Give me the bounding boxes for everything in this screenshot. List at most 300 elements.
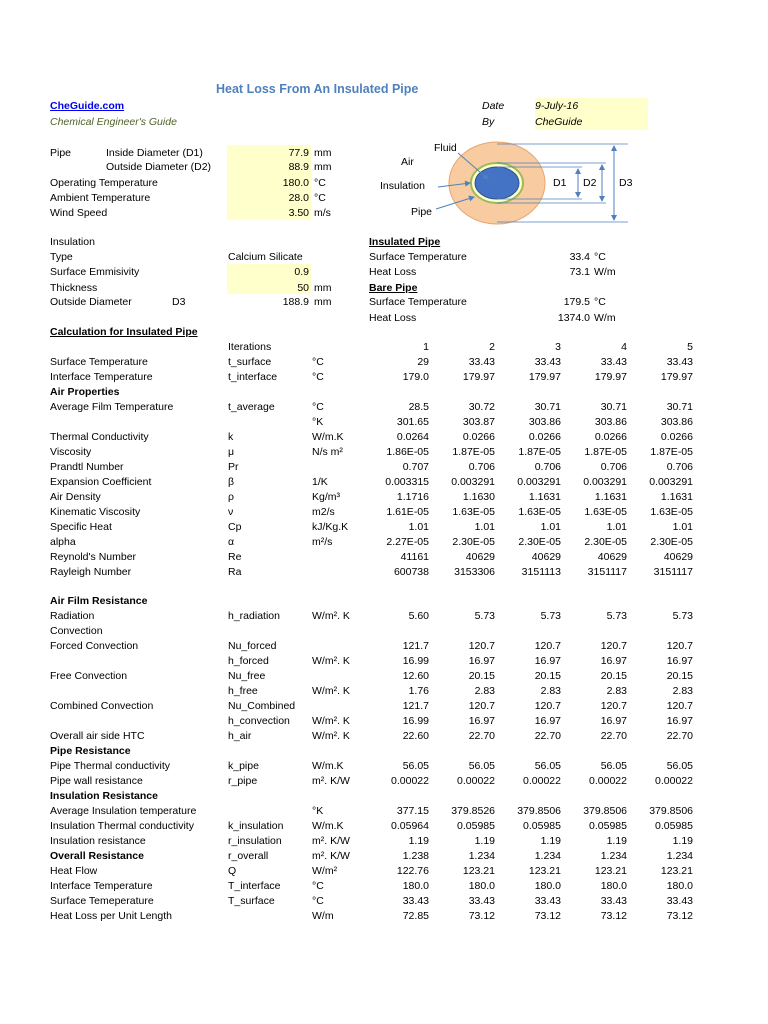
iteration-value: 179.0 bbox=[402, 371, 429, 383]
iteration-value: 2 bbox=[489, 341, 495, 353]
iteration-value: 379.8506 bbox=[649, 805, 693, 817]
row-unit bbox=[312, 699, 364, 714]
row-unit bbox=[312, 460, 364, 475]
iteration-value: 1.234 bbox=[534, 850, 561, 862]
row-label: Surface Temeperature bbox=[50, 895, 154, 907]
row-symbol: T_interface bbox=[228, 880, 281, 892]
row-label: Air Density bbox=[50, 491, 101, 503]
row-symbol: β bbox=[228, 476, 235, 488]
table-row bbox=[50, 714, 693, 729]
row-label bbox=[50, 415, 228, 430]
row-unit: °K bbox=[312, 805, 324, 817]
iteration-value: 0.05985 bbox=[523, 820, 561, 832]
iteration-value bbox=[495, 624, 561, 639]
iteration-value bbox=[429, 789, 495, 804]
table-row bbox=[50, 445, 693, 460]
row-symbol: μ bbox=[228, 446, 235, 458]
iteration-value: 123.21 bbox=[594, 865, 627, 877]
iteration-value: 3151117 bbox=[587, 566, 627, 578]
iteration-value: 73.12 bbox=[666, 910, 693, 922]
wind-speed-unit: m/s bbox=[314, 207, 331, 219]
row-label: Air Film Resistance bbox=[50, 595, 148, 607]
iteration-value bbox=[561, 744, 627, 759]
diagram-label-air: Air bbox=[401, 156, 414, 168]
iteration-value: 0.706 bbox=[600, 461, 627, 473]
row-symbol: ρ bbox=[228, 491, 234, 503]
row-unit: °K bbox=[312, 416, 324, 428]
row-unit: 1/K bbox=[312, 476, 328, 488]
operating-temp-value[interactable]: 180.0 bbox=[282, 177, 309, 189]
iteration-value: 1.19 bbox=[672, 835, 693, 847]
row-unit: W/m.K bbox=[312, 431, 344, 443]
row-symbol: T_surface bbox=[228, 895, 275, 907]
iteration-value: 1.19 bbox=[474, 835, 495, 847]
iteration-value: 28.5 bbox=[408, 401, 429, 413]
iteration-value: 123.21 bbox=[462, 865, 495, 877]
iteration-value: 73.12 bbox=[534, 910, 561, 922]
iteration-value bbox=[495, 594, 561, 609]
row-label: Surface Temperature bbox=[50, 356, 148, 368]
iteration-value: 303.86 bbox=[594, 416, 627, 428]
iteration-value: 20.15 bbox=[534, 670, 561, 682]
row-label: Insulation Thermal conductivity bbox=[50, 820, 194, 832]
iteration-value: 1.1631 bbox=[660, 491, 693, 503]
iteration-value: 1.87E-05 bbox=[518, 446, 561, 458]
row-symbol: h_air bbox=[228, 730, 252, 742]
row-unit bbox=[312, 565, 364, 580]
iteration-value: 0.706 bbox=[666, 461, 693, 473]
iteration-value: 1.234 bbox=[666, 850, 693, 862]
row-unit: W/m². K bbox=[312, 715, 350, 727]
iteration-value: 1.1716 bbox=[396, 491, 429, 503]
row-label: Average Insulation temperature bbox=[50, 805, 197, 817]
iteration-value: 73.12 bbox=[600, 910, 627, 922]
row-unit: W/m². K bbox=[312, 655, 350, 667]
insulated-surface-temp-label: Surface Temperature bbox=[369, 251, 467, 263]
iteration-value: 377.15 bbox=[396, 805, 429, 817]
row-label bbox=[50, 340, 228, 355]
iteration-value: 2.27E-05 bbox=[386, 536, 429, 548]
iteration-value: 180.0 bbox=[600, 880, 627, 892]
iteration-value: 20.15 bbox=[468, 670, 495, 682]
row-label: Insulation resistance bbox=[50, 835, 146, 847]
row-symbol: t_surface bbox=[228, 356, 272, 368]
iteration-value: 5.73 bbox=[672, 610, 693, 622]
row-symbol bbox=[228, 580, 312, 594]
row-symbol: Nu_free bbox=[228, 670, 266, 682]
iteration-value: 121.7 bbox=[402, 640, 429, 652]
table-row bbox=[50, 400, 693, 415]
iteration-value: 1.1631 bbox=[528, 491, 561, 503]
outside-diameter-value[interactable]: 88.9 bbox=[288, 161, 309, 173]
row-unit: m². K/W bbox=[312, 850, 350, 862]
iteration-value: 120.7 bbox=[534, 640, 561, 652]
iteration-value: 56.05 bbox=[402, 760, 429, 772]
fluid-core bbox=[475, 167, 519, 199]
table-row bbox=[50, 759, 693, 774]
inside-diameter-label: Inside Diameter (D1) bbox=[106, 147, 203, 159]
iteration-value: 180.0 bbox=[402, 880, 429, 892]
cheguide-link[interactable]: CheGuide.com bbox=[50, 100, 125, 112]
iteration-value: 303.87 bbox=[462, 416, 495, 428]
table-row bbox=[50, 654, 693, 669]
iteration-value: 33.43 bbox=[402, 895, 429, 907]
bare-heat-loss-unit: W/m bbox=[594, 312, 616, 324]
row-unit bbox=[312, 669, 364, 684]
row-label: Expansion Coefficient bbox=[50, 476, 152, 488]
iteration-value: 0.707 bbox=[402, 461, 429, 473]
iteration-value: 3153306 bbox=[454, 566, 495, 578]
iteration-value: 1.01 bbox=[474, 521, 495, 533]
row-unit: W/m². K bbox=[312, 610, 350, 622]
iteration-value: 56.05 bbox=[666, 760, 693, 772]
iteration-value: 22.70 bbox=[534, 730, 561, 742]
table-row bbox=[50, 744, 693, 759]
table-row bbox=[50, 460, 693, 475]
operating-temp-label: Operating Temperature bbox=[50, 177, 158, 189]
iteration-value bbox=[429, 580, 495, 594]
row-symbol: k bbox=[228, 431, 234, 443]
table-row bbox=[50, 774, 693, 789]
iteration-value: 5 bbox=[687, 341, 693, 353]
iteration-value bbox=[627, 385, 693, 400]
row-label: Insulation Resistance bbox=[50, 790, 158, 802]
table-row bbox=[50, 565, 693, 580]
iteration-value bbox=[561, 580, 627, 594]
iteration-value: 2.30E-05 bbox=[584, 536, 627, 548]
row-symbol: k_insulation bbox=[228, 820, 284, 832]
table-row bbox=[50, 624, 693, 639]
diagram-label-pipe: Pipe bbox=[411, 206, 433, 218]
insulated-surface-temp-unit: °C bbox=[594, 251, 606, 263]
row-label: Pipe wall resistance bbox=[50, 775, 143, 787]
iteration-value: 123.21 bbox=[660, 865, 693, 877]
outside-diameter-d3-unit: mm bbox=[314, 296, 332, 308]
inside-diameter-value[interactable]: 77.9 bbox=[288, 147, 309, 159]
iteration-value: 180.0 bbox=[534, 880, 561, 892]
iteration-value: 5.73 bbox=[474, 610, 495, 622]
row-symbol: h_radiation bbox=[228, 610, 280, 622]
iteration-value: 0.00022 bbox=[655, 775, 693, 787]
row-symbol: r_pipe bbox=[228, 775, 258, 787]
iteration-value bbox=[495, 789, 561, 804]
table-row bbox=[50, 669, 693, 684]
iteration-value: 1.76 bbox=[408, 685, 429, 697]
date-value[interactable]: 9-July-16 bbox=[535, 98, 648, 114]
iteration-value: 33.43 bbox=[468, 356, 495, 368]
table-row bbox=[50, 580, 693, 594]
iteration-value bbox=[429, 385, 495, 400]
row-symbol bbox=[228, 594, 312, 609]
iteration-value: 20.15 bbox=[666, 670, 693, 682]
row-symbol bbox=[228, 909, 312, 924]
iteration-value: 1.01 bbox=[408, 521, 429, 533]
iteration-value: 0.05964 bbox=[391, 820, 429, 832]
row-unit bbox=[312, 550, 364, 565]
iteration-value: 1.234 bbox=[600, 850, 627, 862]
iteration-value: 72.85 bbox=[402, 910, 429, 922]
row-symbol bbox=[228, 789, 312, 804]
row-label: Pipe Thermal conductivity bbox=[50, 760, 171, 772]
iteration-value: 600738 bbox=[393, 566, 429, 578]
iteration-value: 0.0266 bbox=[594, 431, 627, 443]
row-symbol bbox=[228, 385, 312, 400]
iteration-value bbox=[364, 744, 429, 759]
table-row bbox=[50, 535, 693, 550]
by-label: By bbox=[482, 116, 495, 128]
iteration-value: 41161 bbox=[400, 551, 429, 563]
iteration-value: 1.234 bbox=[468, 850, 495, 862]
iteration-value: 1 bbox=[423, 341, 429, 353]
row-unit: °C bbox=[312, 356, 324, 368]
iteration-value: 3 bbox=[555, 341, 561, 353]
row-label: Air Properties bbox=[50, 386, 120, 398]
row-unit: m². K/W bbox=[312, 775, 350, 787]
iteration-value: 33.43 bbox=[666, 356, 693, 368]
iteration-value: 0.00022 bbox=[457, 775, 495, 787]
row-symbol: Nu_forced bbox=[228, 640, 277, 652]
row-symbol bbox=[228, 624, 312, 639]
row-unit: °C bbox=[312, 895, 324, 907]
insulated-heat-loss-unit: W/m bbox=[594, 266, 616, 278]
row-label: Average Film Temperature bbox=[50, 401, 174, 413]
bare-surface-temp-value: 179.5 bbox=[563, 296, 590, 308]
row-symbol bbox=[228, 744, 312, 759]
bare-heat-loss-value: 1374.0 bbox=[557, 312, 590, 324]
d3-tag: D3 bbox=[172, 296, 186, 308]
iteration-value bbox=[364, 594, 429, 609]
surface-emissivity-label: Surface Emmisivity bbox=[50, 266, 140, 278]
outside-diameter-label: Outside Diameter (D2) bbox=[106, 161, 212, 173]
iteration-value: 0.003291 bbox=[451, 476, 495, 488]
iteration-value bbox=[429, 744, 495, 759]
iteration-value: 179.97 bbox=[462, 371, 495, 383]
iteration-value: 40629 bbox=[597, 551, 627, 563]
table-row bbox=[50, 849, 693, 864]
wind-speed-value[interactable]: 3.50 bbox=[288, 207, 309, 219]
row-symbol: r_insulation bbox=[228, 835, 282, 847]
table-row bbox=[50, 505, 693, 520]
row-label: Thermal Conductivity bbox=[50, 431, 149, 443]
iteration-value: 16.97 bbox=[468, 655, 495, 667]
iteration-value: 33.43 bbox=[534, 356, 561, 368]
row-label: Pipe Resistance bbox=[50, 745, 131, 757]
iteration-value: 1.01 bbox=[540, 521, 561, 533]
row-symbol: h_free bbox=[228, 685, 258, 697]
row-label: Viscosity bbox=[50, 446, 92, 458]
row-unit: W/m.K bbox=[312, 760, 344, 772]
row-unit bbox=[312, 789, 364, 804]
insulation-type-value[interactable]: Calcium Silicate bbox=[228, 251, 303, 263]
row-unit: °C bbox=[312, 401, 324, 413]
iteration-value: 120.7 bbox=[468, 700, 495, 712]
by-value[interactable]: CheGuide bbox=[535, 114, 648, 130]
ambient-temp-value[interactable]: 28.0 bbox=[288, 192, 309, 204]
table-row bbox=[50, 520, 693, 535]
row-unit bbox=[312, 385, 364, 400]
iteration-value: 0.00022 bbox=[391, 775, 429, 787]
iteration-value: 1.238 bbox=[402, 850, 429, 862]
iteration-value: 3151117 bbox=[653, 566, 693, 578]
iteration-value: 122.76 bbox=[396, 865, 429, 877]
iteration-value: 16.97 bbox=[468, 715, 495, 727]
diagram-label-d2: D2 bbox=[583, 177, 597, 189]
tagline: Chemical Engineer's Guide bbox=[50, 116, 177, 128]
iteration-value: 379.8526 bbox=[451, 805, 495, 817]
iteration-value: 180.0 bbox=[468, 880, 495, 892]
iteration-value bbox=[364, 624, 429, 639]
date-label: Date bbox=[482, 100, 505, 112]
insulation-label: Insulation bbox=[50, 236, 95, 248]
row-unit bbox=[312, 594, 364, 609]
iteration-value: 120.7 bbox=[666, 700, 693, 712]
surface-emissivity-value[interactable]: 0.9 bbox=[294, 266, 309, 278]
iteration-value: 1.19 bbox=[408, 835, 429, 847]
thickness-value[interactable]: 50 bbox=[297, 282, 309, 294]
row-label bbox=[50, 654, 228, 669]
iteration-value: 303.86 bbox=[660, 416, 693, 428]
row-label bbox=[50, 684, 228, 699]
iteration-value: 0.0266 bbox=[660, 431, 693, 443]
iteration-value: 0.0264 bbox=[396, 431, 429, 443]
iteration-value: 2.83 bbox=[672, 685, 693, 697]
row-label: Overall Resistance bbox=[50, 850, 144, 862]
row-label: Interface Temperature bbox=[50, 880, 153, 892]
thickness-label: Thickness bbox=[50, 282, 98, 294]
outside-diameter-unit: mm bbox=[314, 161, 332, 173]
iteration-value: 30.71 bbox=[666, 401, 693, 413]
iteration-value: 33.43 bbox=[468, 895, 495, 907]
insulation-type-label: Type bbox=[50, 251, 73, 263]
iteration-value: 73.12 bbox=[468, 910, 495, 922]
iteration-value bbox=[627, 624, 693, 639]
iteration-value bbox=[627, 744, 693, 759]
iteration-value: 1.1630 bbox=[462, 491, 495, 503]
iteration-value: 120.7 bbox=[600, 700, 627, 712]
iteration-value: 1.87E-05 bbox=[650, 446, 693, 458]
iteration-value bbox=[364, 385, 429, 400]
iteration-value: 1.86E-05 bbox=[386, 446, 429, 458]
iteration-value: 2.83 bbox=[474, 685, 495, 697]
iteration-value: 30.71 bbox=[600, 401, 627, 413]
row-label: alpha bbox=[50, 536, 76, 548]
iteration-value: 120.7 bbox=[534, 700, 561, 712]
iteration-value: 120.7 bbox=[468, 640, 495, 652]
table-row bbox=[50, 699, 693, 714]
bare-pipe-heading: Bare Pipe bbox=[369, 282, 418, 294]
iteration-value: 0.05985 bbox=[457, 820, 495, 832]
outside-diameter-d3-value: 188.9 bbox=[282, 296, 309, 308]
table-row bbox=[50, 639, 693, 654]
iteration-value: 120.7 bbox=[666, 640, 693, 652]
iteration-value: 1.19 bbox=[606, 835, 627, 847]
iteration-value bbox=[561, 624, 627, 639]
iteration-value: 22.60 bbox=[402, 730, 429, 742]
iteration-value: 301.65 bbox=[396, 416, 429, 428]
iteration-value: 56.05 bbox=[534, 760, 561, 772]
iteration-value: 303.86 bbox=[528, 416, 561, 428]
iteration-value: 180.0 bbox=[666, 880, 693, 892]
iteration-value: 1.63E-05 bbox=[650, 506, 693, 518]
iteration-value: 1.01 bbox=[606, 521, 627, 533]
insulated-surface-temp-value: 33.4 bbox=[569, 251, 590, 263]
iteration-value: 2.30E-05 bbox=[518, 536, 561, 548]
iteration-value bbox=[627, 594, 693, 609]
row-symbol: t_average bbox=[228, 401, 275, 413]
iteration-value: 2.83 bbox=[540, 685, 561, 697]
wind-speed-label: Wind Speed bbox=[50, 207, 108, 219]
table-row bbox=[50, 430, 693, 445]
row-label: Rayleigh Number bbox=[50, 566, 132, 578]
row-symbol: Ra bbox=[228, 566, 242, 578]
table-row bbox=[50, 594, 693, 609]
insulated-heat-loss-value: 73.1 bbox=[569, 266, 590, 278]
row-symbol: t_interface bbox=[228, 371, 278, 383]
iteration-value bbox=[561, 594, 627, 609]
inside-diameter-unit: mm bbox=[314, 147, 332, 159]
iteration-value bbox=[429, 624, 495, 639]
row-symbol: k_pipe bbox=[228, 760, 259, 772]
bare-heat-loss-label: Heat Loss bbox=[369, 312, 417, 324]
iteration-value: 1.1631 bbox=[594, 491, 627, 503]
row-unit: W/m². K bbox=[312, 685, 350, 697]
iteration-value: 12.60 bbox=[402, 670, 429, 682]
operating-temp-unit: °C bbox=[314, 177, 326, 189]
iteration-value: 379.8506 bbox=[583, 805, 627, 817]
row-label: Combined Convection bbox=[50, 700, 154, 712]
table-row bbox=[50, 894, 693, 909]
table-row bbox=[50, 864, 693, 879]
ambient-temp-unit: °C bbox=[314, 192, 326, 204]
row-symbol: h_forced bbox=[228, 655, 269, 667]
diagram-label-d3: D3 bbox=[619, 177, 633, 189]
iteration-value bbox=[495, 580, 561, 594]
iteration-value: 16.97 bbox=[600, 715, 627, 727]
iteration-value: 0.003291 bbox=[583, 476, 627, 488]
iteration-value: 0.0266 bbox=[462, 431, 495, 443]
iteration-value: 16.97 bbox=[666, 655, 693, 667]
row-unit: W/m². K bbox=[312, 730, 350, 742]
row-symbol: ν bbox=[228, 506, 234, 518]
iteration-value: 120.7 bbox=[600, 640, 627, 652]
row-label bbox=[50, 580, 228, 594]
pipe-label: Pipe bbox=[50, 147, 72, 159]
iteration-value: 121.7 bbox=[402, 700, 429, 712]
iteration-value: 40629 bbox=[465, 551, 495, 563]
iteration-value: 29 bbox=[417, 356, 429, 368]
row-label: Forced Convection bbox=[50, 640, 139, 652]
row-unit bbox=[312, 580, 364, 594]
row-label: Heat Flow bbox=[50, 865, 98, 877]
row-unit: Kg/m³ bbox=[312, 491, 341, 503]
iteration-value: 56.05 bbox=[600, 760, 627, 772]
iteration-value bbox=[627, 580, 693, 594]
iteration-value bbox=[495, 744, 561, 759]
table-row bbox=[50, 804, 693, 819]
table-row bbox=[50, 355, 693, 370]
row-label: Reynold's Number bbox=[50, 551, 137, 563]
iteration-value: 16.99 bbox=[402, 655, 429, 667]
table-row bbox=[50, 909, 693, 924]
row-label: Radiation bbox=[50, 610, 95, 622]
iteration-value: 0.0266 bbox=[528, 431, 561, 443]
iteration-value: 16.97 bbox=[534, 655, 561, 667]
iteration-value: 1.63E-05 bbox=[584, 506, 627, 518]
row-symbol: Q bbox=[228, 865, 237, 877]
table-row bbox=[50, 729, 693, 744]
iteration-value: 4 bbox=[621, 341, 627, 353]
bare-surface-temp-label: Surface Temperature bbox=[369, 296, 467, 308]
